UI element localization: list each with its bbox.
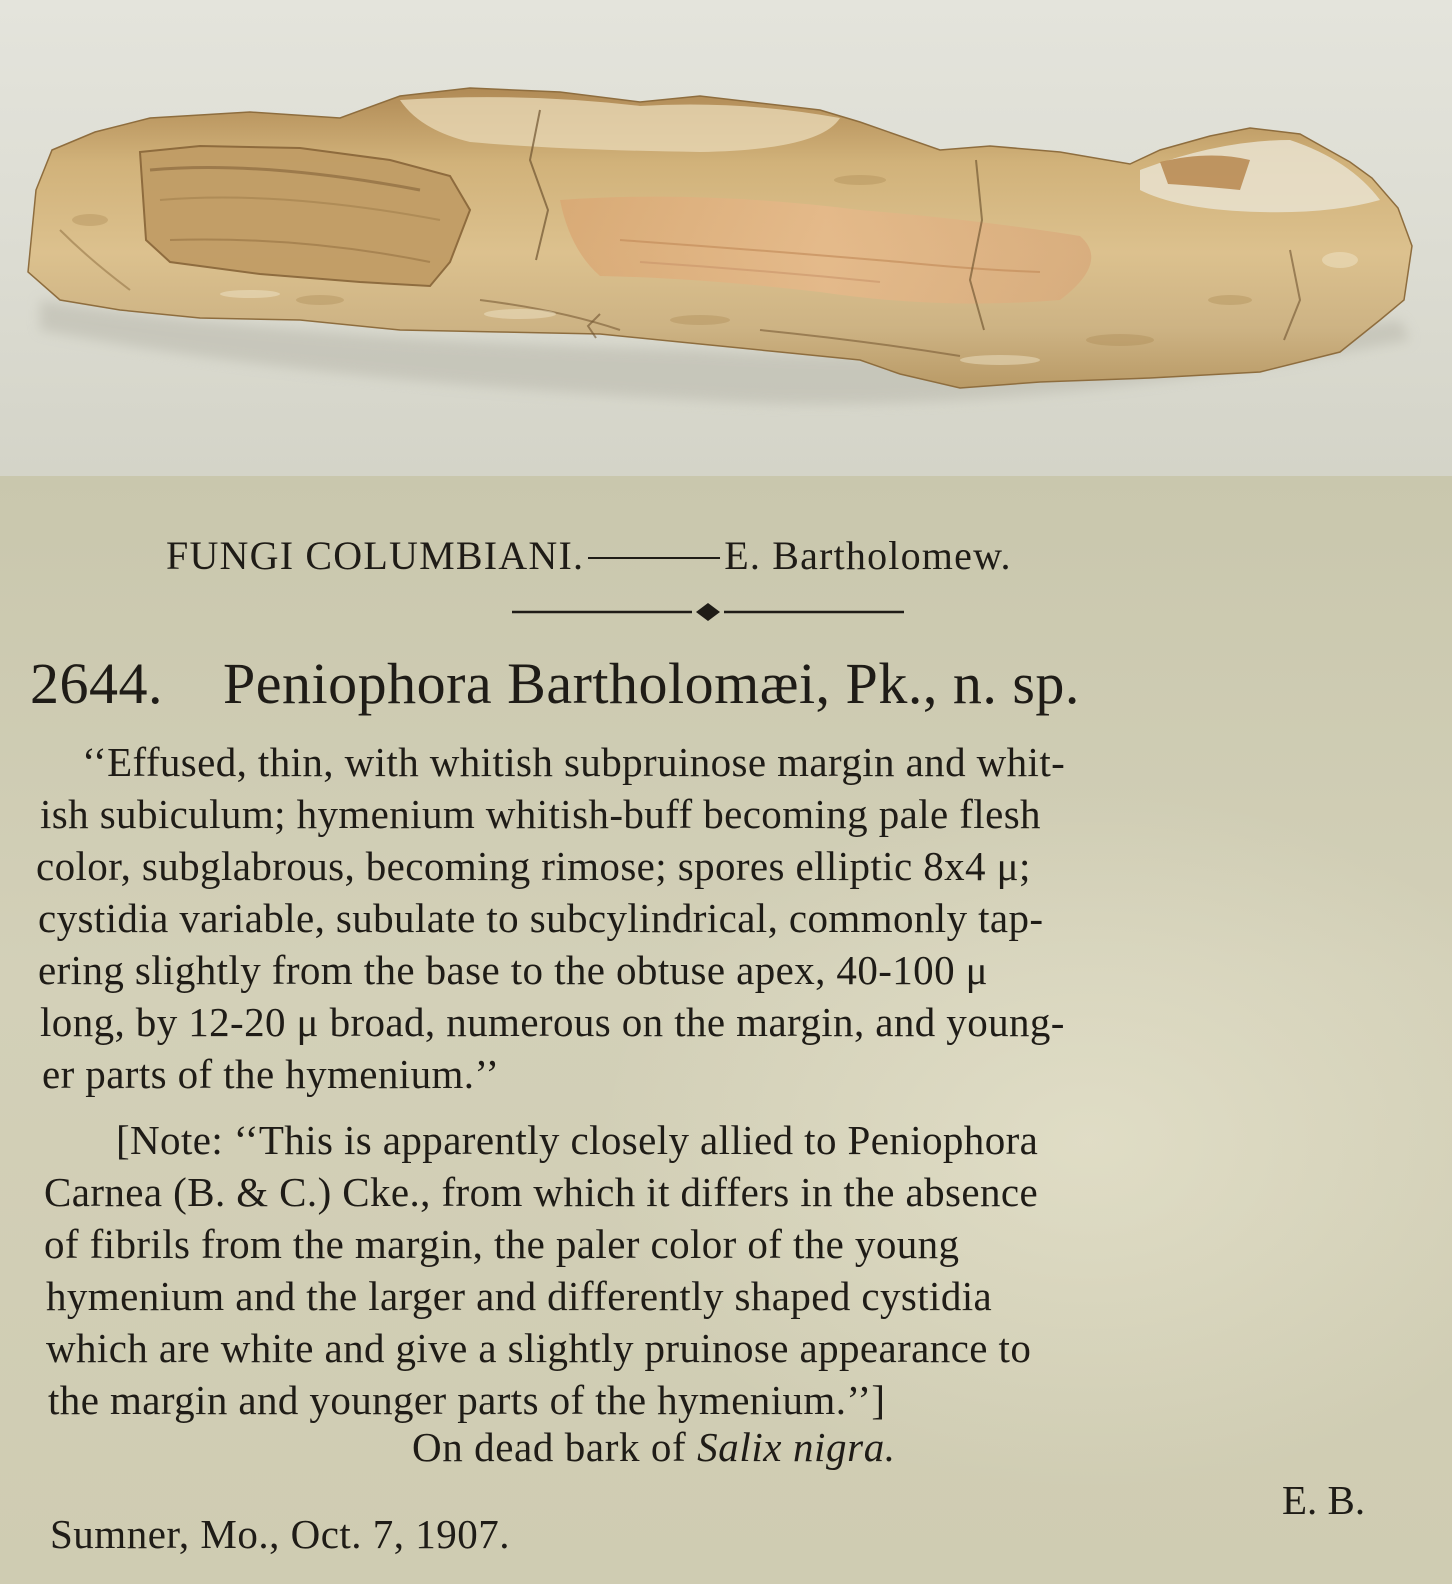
collector-name: E. Bartholomew. [724,533,1012,578]
species-heading [30,650,1080,717]
collector-initials: E. B. [1282,1477,1366,1523]
species-name: Peniophora Bartholomæi, Pk., n. sp. [223,651,1080,716]
host-species: Salix nigra. [697,1424,896,1470]
bark-specimen [0,0,1452,476]
description-line: er parts of the hymenium.’’ [42,1051,500,1097]
note-line: [Note: ‘‘This is apparently closely allied to Peniophora [116,1117,1039,1163]
description-line: ish subiculum; hymenium whitish-buff becoming pale flesh [40,791,1041,837]
note-line: Carnea (B. & C.) Cke., from which it differs in the absence [44,1169,1039,1215]
locality-date: Sumner, Mo., Oct. 7, 1907. [50,1511,511,1557]
header-rule [588,557,720,559]
label-header [166,532,1012,579]
species-number: 2644. [30,651,163,716]
note-line: which are white and give a slightly pruinose appearance to [46,1325,1032,1371]
habitat-prefix: On dead bark of [412,1424,687,1470]
description-line: color, subglabrous, becoming rimose; spores elliptic 8x4 μ; [36,843,1031,889]
description-line: ering slightly from the base to the obtuse apex, 40-100 μ [38,947,989,993]
herbarium-label [0,476,1452,1584]
note-line: hymenium and the larger and differently shaped cystidia [46,1273,993,1319]
description-line: ‘‘Effused, thin, with whitish subpruinose margin and whit- [82,739,1066,785]
habitat-line [412,1423,896,1471]
specimen-photo [0,0,1452,476]
ornamental-divider [512,598,904,626]
note-line: of fibrils from the margin, the paler color of the young [44,1221,960,1267]
description-line: long, by 12-20 μ broad, numerous on the margin, and young- [40,999,1065,1045]
note-line: the margin and younger parts of the hymenium.’’] [48,1377,886,1423]
collection-name: FUNGI COLUMBIANI. [166,533,585,578]
description-line: cystidia variable, subulate to subcylindrical, commonly tap- [38,895,1044,941]
